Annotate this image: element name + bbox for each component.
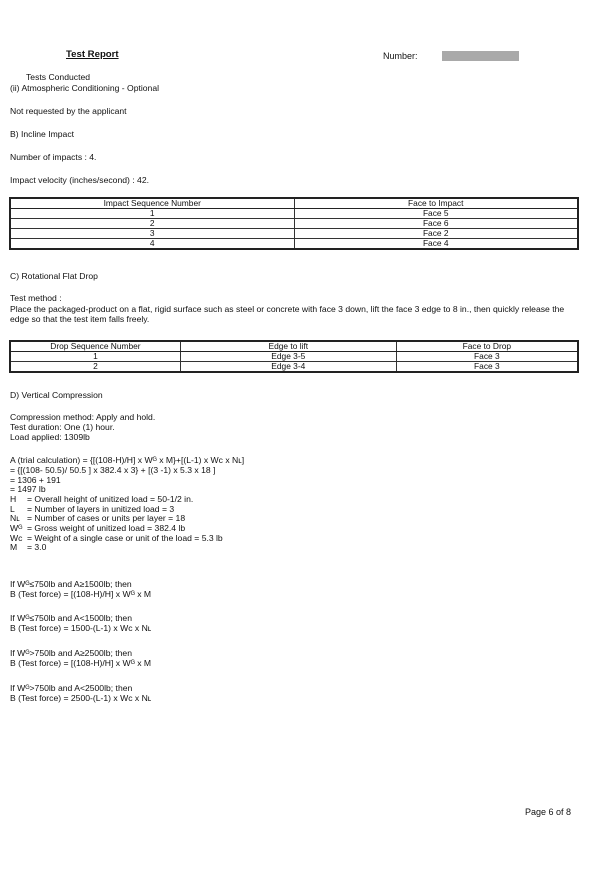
- table-header-cell: Face to Impact: [294, 198, 578, 209]
- definition-symbol: H: [10, 494, 17, 504]
- trial-calculation: [10, 456, 244, 495]
- vertical-compression-heading: D) Vertical Compression: [10, 390, 103, 400]
- table-header-cell: Drop Sequence Number: [10, 341, 180, 352]
- condition-if: If Wᴳ>750lb and A≥2500lb; then: [10, 648, 132, 658]
- definition-text: = Number of layers in unitized load = 3: [27, 503, 175, 514]
- table-cell: Edge 3-4: [180, 362, 396, 373]
- table-row: [10, 362, 578, 373]
- condition-then: B (Test force) = 1500-(L-1) x Wᴄ x Nʟ: [10, 623, 152, 633]
- incline-impact-heading: B) Incline Impact: [10, 129, 74, 139]
- table-cell: Face 4: [294, 239, 578, 250]
- report-title: Test Report: [66, 49, 119, 60]
- tests-conducted-heading: Tests Conducted: [26, 72, 91, 82]
- table-row: [10, 239, 578, 250]
- test-method-label: Test method :: [10, 293, 62, 303]
- drop-sequence-table: [9, 340, 579, 373]
- condition-if: If Wᴳ≤750lb and A≥1500lb; then: [10, 579, 132, 589]
- table-header-cell: Impact Sequence Number: [10, 198, 294, 209]
- compression-method: Compression method: Apply and hold.: [10, 412, 156, 422]
- table-cell: Edge 3-5: [180, 352, 396, 362]
- table-cell: 3: [10, 229, 294, 239]
- definition-text: = Overall height of unitized load = 50-1/2 in.: [27, 494, 194, 504]
- table-header-row: [10, 341, 578, 352]
- table-cell: Face 2: [294, 229, 578, 239]
- load-applied: Load applied: 1309lb: [10, 432, 90, 442]
- impact-sequence-table: [9, 197, 579, 250]
- condition-then: B (Test force) = [(108-H)/H] x Wᴳ x M: [10, 589, 152, 599]
- formula-line: = 1306 + 191: [10, 474, 61, 485]
- definition-text: = Weight of a single case or unit of the load = 5.3 lb: [27, 532, 223, 543]
- condition-then: B (Test force) = [(108-H)/H] x Wᴳ x M: [10, 658, 152, 668]
- not-requested-note: Not requested by the applicant: [10, 106, 127, 116]
- table-cell: 1: [10, 209, 294, 219]
- table-row: [10, 209, 578, 219]
- definition-text: = Number of cases or units per layer = 18: [27, 513, 186, 524]
- condition-then: B (Test force) = 2500-(L-1) x Wᴄ x Nʟ: [10, 693, 152, 703]
- rotational-flat-drop-heading: C) Rotational Flat Drop: [10, 271, 98, 281]
- condition-block-2: [10, 614, 151, 634]
- test-method-text: Place the packaged-product on a flat, rigid surface such as steel or concrete with face 3 down, lift the face 3 edge to 8 in., then quickly release the edge so that the test item falls freely.: [10, 304, 565, 324]
- condition-block-3: [10, 649, 151, 669]
- definition-symbol: L: [10, 503, 15, 514]
- table-cell: 2: [10, 362, 180, 373]
- condition-block-4: [10, 684, 151, 704]
- number-label: Number:: [383, 51, 418, 61]
- condition-if: If Wᴳ>750lb and A<2500lb; then: [10, 683, 133, 693]
- table-header-cell: Edge to lift: [180, 341, 396, 352]
- definition-symbol: M: [10, 542, 18, 553]
- table-cell: Face 3: [396, 362, 578, 373]
- formula-line: A (trial calculation) = {[(108-H)/H] x Wᴳ x M}+[(L-1) x Wᴄ x Nʟ]: [10, 455, 245, 465]
- page-number: Page 6 of 8: [525, 807, 572, 817]
- table-cell: Face 6: [294, 219, 578, 229]
- table-row: [10, 229, 578, 239]
- formula-line: = {[(108- 50.5)/ 50.5 ] x 382.4 x 3} + [(3 -1) x 5.3 x 18 ]: [10, 464, 216, 475]
- definition-text: = Gross weight of unitized load = 382.4 lb: [27, 523, 186, 534]
- table-row: [10, 219, 578, 229]
- definition-symbol: Wᴄ: [10, 532, 23, 543]
- definition-symbol: Nʟ: [10, 513, 20, 524]
- table-cell: 2: [10, 219, 294, 229]
- number-of-impacts: Number of impacts : 4.: [10, 152, 97, 162]
- table-row: [10, 352, 578, 362]
- formula-line: = 1497 lb: [10, 484, 46, 495]
- atmospheric-conditioning-subtitle: (ii) Atmospheric Conditioning - Optional: [10, 83, 160, 93]
- definition-symbol: Wᴳ: [10, 523, 23, 534]
- table-cell: 1: [10, 352, 180, 362]
- test-duration: Test duration: One (1) hour.: [10, 422, 115, 432]
- table-cell: Face 3: [396, 352, 578, 362]
- table-cell: 4: [10, 239, 294, 250]
- definition-text: = 3.0: [27, 542, 47, 553]
- table-header-row: [10, 198, 578, 209]
- condition-if: If Wᴳ≤750lb and A<1500lb; then: [10, 613, 132, 623]
- redacted-number: [442, 51, 519, 61]
- table-cell: Face 5: [294, 209, 578, 219]
- impact-velocity: Impact velocity (inches/second) : 42.: [10, 175, 149, 185]
- condition-block-1: [10, 580, 151, 600]
- table-header-cell: Face to Drop: [396, 341, 578, 352]
